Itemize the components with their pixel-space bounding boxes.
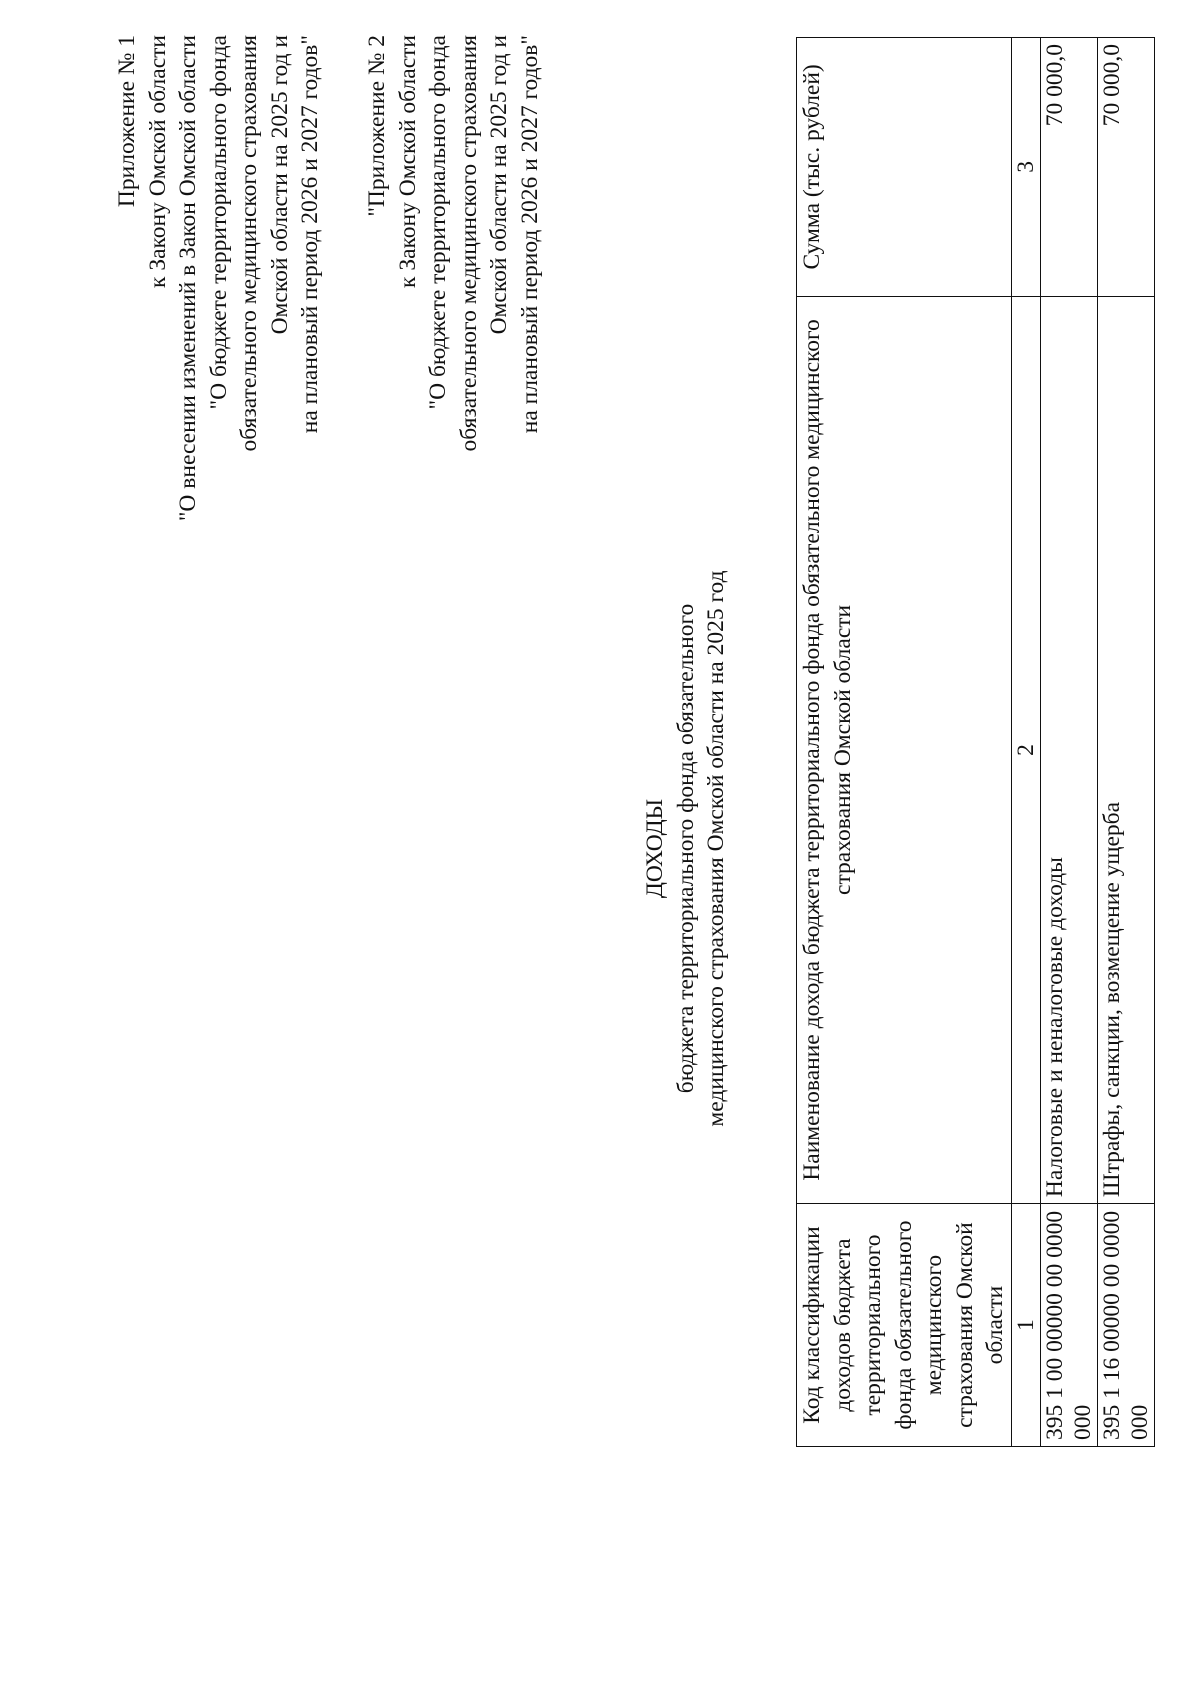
appendix-1-line: Омской области на 2025 год и xyxy=(266,35,293,335)
appendix-2-line: обязательного медицинского страхования xyxy=(455,35,482,452)
header-code: Код классификации доходов бюджета территориального фонда обязательного медицинского страхования Омской области xyxy=(797,1204,1012,1447)
header-name: Наименование дохода бюджета территориального фонда обязательного медицинского страхования Омской области xyxy=(797,296,1012,1203)
appendix-1-line: "О внесении изменений в Закон Омской области xyxy=(175,35,201,522)
cell-sum: 70 000,0 xyxy=(1097,38,1154,297)
title-line-1: бюджета территориального фонда обязательного xyxy=(672,603,699,1094)
appendix-2-line: на плановый период 2026 и 2027 годов" xyxy=(516,35,543,434)
column-number: 1 xyxy=(1011,1204,1040,1447)
column-number: 2 xyxy=(1011,296,1040,1203)
appendix-2-line: Омской области на 2025 год и xyxy=(486,35,512,335)
table-header-row xyxy=(797,38,1012,1447)
table-row xyxy=(1097,38,1154,1447)
header-sum: Сумма (тыс. рублей) xyxy=(797,38,1012,297)
cell-name: Штрафы, санкции, возмещение ущерба xyxy=(1097,296,1154,1203)
appendix-1-line: к Закону Омской области xyxy=(144,35,171,288)
column-number: 3 xyxy=(1011,38,1040,297)
appendix-1-line: на плановый период 2026 и 2027 годов" xyxy=(297,35,323,434)
appendix-2-line: "Приложение № 2 xyxy=(364,35,390,217)
document-title xyxy=(640,0,732,1697)
appendix-1-heading xyxy=(112,35,326,521)
appendix-1-line: обязательного медицинского страхования xyxy=(236,35,262,452)
table-row xyxy=(1040,38,1097,1447)
cell-code: 395 1 16 00000 00 0000 000 xyxy=(1097,1204,1154,1447)
income-table xyxy=(796,37,1155,1447)
title-heading: ДОХОДЫ xyxy=(642,798,668,899)
appendix-1-line: "О бюджете территориального фонда xyxy=(205,35,232,410)
cell-sum: 70 000,0 xyxy=(1040,38,1097,297)
cell-name: Налоговые и неналоговые доходы xyxy=(1040,296,1097,1203)
column-number-row xyxy=(1011,38,1040,1447)
cell-code: 395 1 00 00000 00 0000 000 xyxy=(1040,1204,1097,1447)
title-line-2: медицинского страхования Омской области на 2025 год xyxy=(703,570,729,1127)
appendix-2-line: "О бюджете территориального фонда xyxy=(425,35,451,410)
appendix-1-line: Приложение № 1 xyxy=(114,35,140,208)
appendix-2-line: к Закону Омской области xyxy=(394,35,421,288)
appendix-2-heading xyxy=(362,35,545,451)
